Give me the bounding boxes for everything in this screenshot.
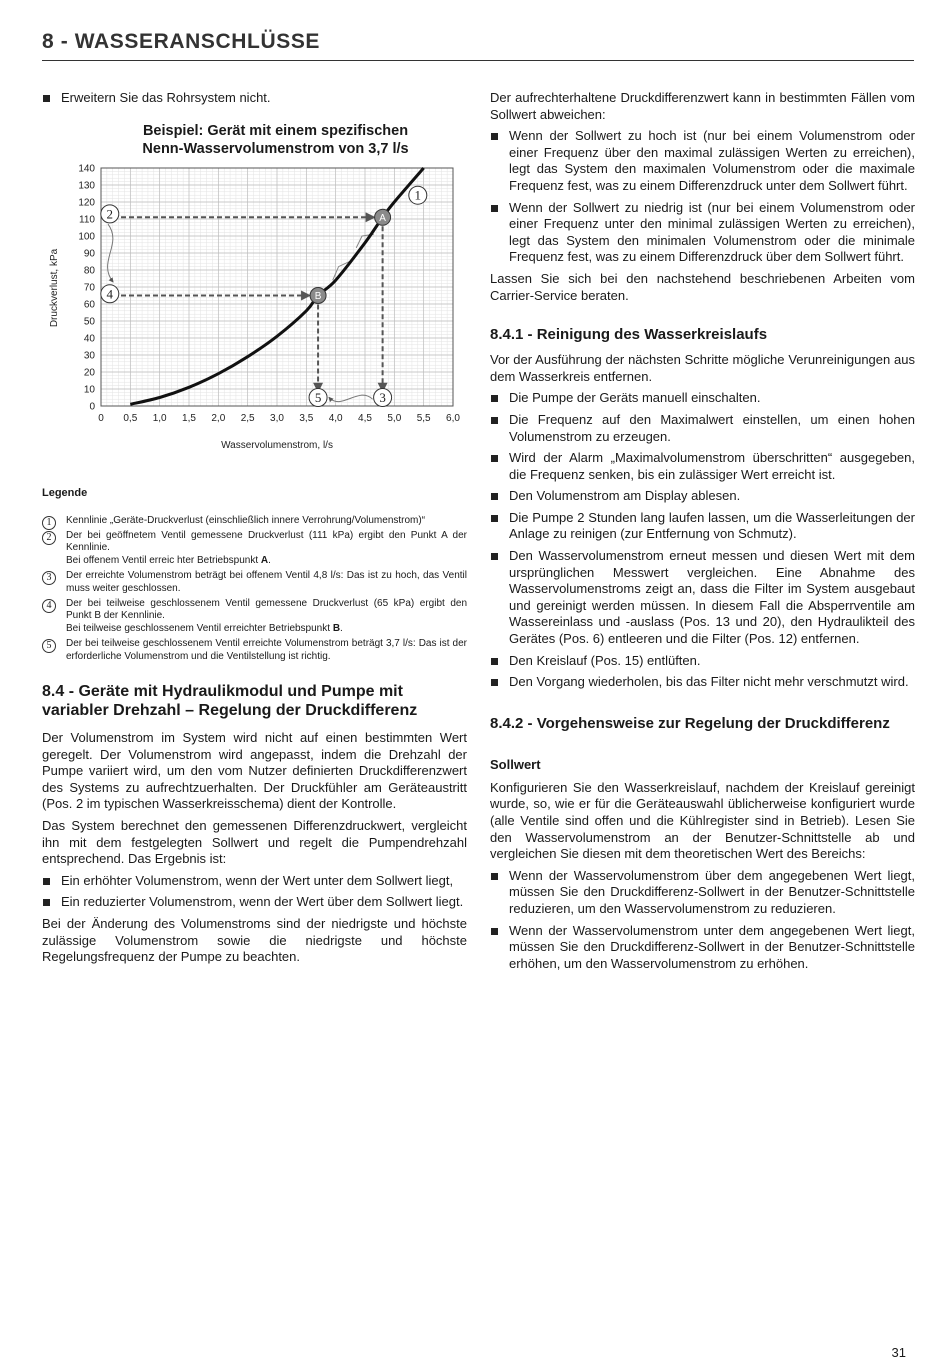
- list-item: Wenn der Sollwert zu niedrig ist (nur bei einem Volumenstrom oder einer Frequenz unter den minimal zulässigen Werten zu erreichen), legt das System den minimalen Volumenstrom oder die minimale Frequenz fest, was zu einem Differenzdruck über dem Sollwert führt.: [490, 200, 915, 266]
- legend-number-icon: 1: [42, 516, 56, 530]
- intro-list: [42, 90, 467, 107]
- legend-subtext: [66, 555, 467, 567]
- paragraph: Der Volumenstrom im System wird nicht auf einen bestimmten Wert geregelt. Der Volumenstrom wird angepasst, indem die Drehzahl der Pumpe variiert wird, um den vom Nutzer definierten Druckdifferenzwert des Systems zu aufrechtzuerhalten. Der Druckfühler am Geräteaustritt (Pos. 2 im typischen Wasserkreisschema) dient der Kontrolle.: [42, 730, 467, 812]
- legend-subtext-post: .: [340, 622, 343, 634]
- x-tick-label: 0,5: [123, 412, 138, 424]
- legend-item: [42, 638, 467, 663]
- y-tick-label: 10: [83, 384, 95, 396]
- chart: [42, 158, 467, 473]
- operating-point-label: A: [379, 212, 386, 224]
- x-tick-label: 3,5: [299, 412, 314, 424]
- paragraph: Vor der Ausführung der nächsten Schritte mögliche Verunreinigungen aus dem Wasserkreis entfernen.: [490, 352, 915, 384]
- paragraph: Konfigurieren Sie den Wasserkreislauf, nachdem der Kreislauf gereinigt wurde, so, wie er für die Geräteauswahl üblicherweise konfiguriert wurde (alle Ventile sind offen und die Kühlregister sind in Betrieb). Lesen Sie den Wasservolumenstrom an der Benutzer-Schnittstelle ab und vergleichen Sie diesen mit dem theoretischen Wert des Bereichs:: [490, 779, 915, 862]
- y-tick-label: 80: [83, 265, 95, 277]
- legend-number-icon: 3: [42, 571, 56, 585]
- legend-text: Der erreichte Volumenstrom beträgt bei offenem Ventil 4,8 l/s: Das ist zu hoch, das Ventil muss weiter geschlossen.: [66, 570, 467, 594]
- legend-text: Der bei geöffnetem Ventil gemessene Druckverlust (111 kPa) ergibt den Punkt A der Kennlinie.: [66, 530, 467, 554]
- operating-point-label: B: [314, 290, 322, 302]
- list-item: Wenn der Wasservolumenstrom unter dem angegebenen Wert liegt, müssen Sie den Druckdifferenz-Sollwert in der Benutzer-Schnittstelle erhöhen, um den Wasservolumenstrom zu erhöhen.: [490, 923, 915, 973]
- y-axis-label: Druckverlust, kPa: [49, 248, 60, 327]
- legend-point-label: A: [260, 554, 269, 566]
- subheading-sollwert: Sollwert: [490, 756, 541, 772]
- x-tick-label: 5,5: [416, 412, 431, 424]
- pressure-flow-chart: [42, 158, 467, 473]
- list-item: Wenn der Wasservolumenstrom über dem angegebenen Wert liegt, müssen Sie den Druckdifferenz-Sollwert in der Benutzer-Schnittstelle reduzieren, um den Wasservolumenstrom zu reduzieren.: [490, 868, 915, 918]
- legend-subtext-pre: Bei offenem Ventil erreic hter Betriebspunkt: [66, 554, 261, 566]
- legend-number-icon: 5: [42, 639, 56, 653]
- list-item: Erweitern Sie das Rohrsystem nicht.: [42, 90, 467, 107]
- legend-title: Legende: [42, 486, 88, 499]
- left-column: [42, 90, 467, 971]
- legend: [42, 515, 467, 663]
- list-item: Die Pumpe der Geräts manuell einschalten.: [490, 390, 915, 407]
- list-item: Den Volumenstrom am Display ablesen.: [490, 488, 915, 505]
- legend-number-icon: 4: [42, 599, 56, 613]
- legend-text: Der bei teilweise geschlossenem Ventil erreichte Volumenstrom beträgt 3,7 l/s: Das ist der erforderliche Volumenstrom und die Ventilstellung ist richtig.: [66, 638, 467, 662]
- paragraph: Bei der Änderung des Volumenstroms sind der niedrigste und höchste zulässige Volumenstrom sowie die niedrigste und höchste Regelungsfrequenz der Pumpe zu beachten.: [42, 916, 467, 965]
- y-tick-label: 50: [83, 316, 95, 328]
- legend-number-icon: 2: [42, 531, 56, 545]
- y-tick-label: 70: [83, 282, 95, 294]
- y-tick-label: 40: [83, 333, 95, 345]
- x-tick-label: 2,5: [240, 412, 255, 424]
- list-item: Wird der Alarm „Maximalvolumenstrom überschritten“ ausgegeben, die Frequenz senken, bis ein zulässiger Wert erreicht ist.: [490, 450, 915, 483]
- x-tick-label: 6,0: [446, 412, 460, 424]
- legend-item: [42, 515, 467, 527]
- x-axis-label: Wasservolumenstrom, l/s: [221, 439, 333, 451]
- x-tick-label: 5,0: [387, 412, 402, 424]
- page-number: 31: [891, 1345, 906, 1360]
- callout-number: 4: [106, 285, 114, 301]
- setpoint-list: [490, 868, 915, 973]
- list-item: Den Vorgang wiederholen, bis das Filter nicht mehr verschmutzt wird.: [490, 674, 915, 691]
- chart-title-line1: Beispiel: Gerät mit einem spezifischen: [142, 122, 409, 139]
- legend-item: [42, 570, 467, 595]
- cleaning-steps-list: [490, 390, 915, 691]
- chart-title: [42, 122, 467, 158]
- x-tick-label: 4,0: [328, 412, 343, 424]
- legend-point-label: B: [332, 622, 341, 634]
- callout-number: 1: [414, 187, 422, 203]
- legend-subtext: [66, 623, 467, 635]
- x-tick-label: 0: [98, 412, 104, 424]
- list-item: Ein reduzierter Volumenstrom, wenn der Wert über dem Sollwert liegt.: [42, 894, 467, 911]
- paragraph: Der aufrechterhaltene Druckdifferenzwert kann in bestimmten Fällen vom Sollwert abweichen:: [490, 90, 915, 122]
- list-item: Die Pumpe 2 Stunden lang laufen lassen, um die Wasserleitungen der Anlage zu reinigen (zur Entfernung von Schmutz).: [490, 510, 915, 543]
- list-item: Die Frequenz auf den Maximalwert einstellen, um einen hohen Volumenstrom zu erzeugen.: [490, 412, 915, 445]
- legend-item: [42, 530, 467, 567]
- y-tick-label: 90: [83, 248, 95, 260]
- x-tick-label: 1,0: [152, 412, 167, 424]
- section-title-8-4: 8.4 - Geräte mit Hydraulikmodul und Pumpe mit variabler Drehzahl – Regelung der Druckdifferenz: [42, 683, 418, 719]
- y-tick-label: 110: [79, 214, 95, 226]
- section-title-8-4-2: 8.4.2 - Vorgehensweise zur Regelung der Druckdifferenz: [490, 714, 890, 732]
- callout-number: 3: [379, 389, 386, 405]
- x-tick-label: 4,5: [358, 412, 372, 424]
- legend-subtext-post: .: [268, 554, 271, 566]
- list-item: Wenn der Sollwert zu hoch ist (nur bei einem Volumenstrom oder einer Frequenz über den maximal zulässigen Werten zu erreichen), legt das System den maximalen Volumenstrom oder die maximale Frequenz fest, was zu einem Differenzdruck unter dem Sollwert führt.: [490, 128, 915, 194]
- x-tick-label: 3,0: [270, 412, 284, 424]
- result-list: [42, 873, 467, 911]
- callout-number: 2: [106, 205, 114, 221]
- list-item: Den Kreislauf (Pos. 15) entlüften.: [490, 653, 915, 670]
- paragraph: Lassen Sie sich bei den nachstehend beschriebenen Arbeiten vom Carrier-Service beraten.: [490, 270, 915, 303]
- x-tick-label: 2,0: [211, 412, 226, 424]
- y-tick-label: 0: [89, 401, 95, 413]
- list-item: Ein erhöhter Volumenstrom, wenn der Wert unter dem Sollwert liegt,: [42, 873, 467, 890]
- y-tick-label: 60: [83, 299, 95, 311]
- y-tick-label: 100: [78, 231, 95, 243]
- legend-item: [42, 598, 467, 635]
- y-tick-label: 120: [78, 197, 95, 209]
- y-tick-label: 130: [78, 180, 95, 192]
- x-tick-label: 1,5: [182, 412, 196, 424]
- y-tick-label: 140: [78, 163, 95, 175]
- page-header: [42, 30, 914, 61]
- y-tick-label: 30: [83, 350, 95, 362]
- right-column: [490, 90, 915, 977]
- chart-title-line2: Nenn-Wasservolumenstrom von 3,7 l/s: [142, 140, 409, 157]
- deviation-list: [490, 128, 915, 266]
- y-tick-label: 20: [83, 367, 95, 379]
- paragraph: Das System berechnet den gemessenen Differenzdruckwert, vergleicht ihn mit dem festgelegten Sollwert und regelt die Pumpendrehzahl entsprechend. Das Ergebnis ist:: [42, 818, 467, 867]
- callout-number: 5: [314, 389, 322, 405]
- legend-text: Kennlinie „Geräte-Druckverlust (einschließlich innere Verrohrung/Volumenstrom)“: [66, 514, 426, 526]
- legend-subtext-pre: Bei teilweise geschlossenem Ventil erreichter Betriebspunkt: [66, 622, 333, 634]
- page-title: 8 - WASSERANSCHLÜSSE: [42, 30, 321, 53]
- legend-text: Der bei teilweise geschlossenem Ventil gemessene Druckverlust (65 kPa) ergibt den Punkt B der Kennlinie.: [66, 598, 467, 622]
- list-item: Den Wasservolumenstrom erneut messen und diesen Wert mit dem ursprünglichen Messwert vergleichen. Eine Abnahme des Wasservolumenstroms zeigt an, dass die Filter im System ausgebaut und gereinigt werden müssen. In diesem Fall die Absperrventile am Wassereinlass und -auslass (Pos. 13 und 20), den Hydraulikteil des Gerätes (Pos. 6) entleeren und die Filter (Pos. 12) entfernen.: [490, 548, 915, 648]
- section-title-8-4-1: 8.4.1 - Reinigung des Wasserkreislaufs: [490, 326, 768, 344]
